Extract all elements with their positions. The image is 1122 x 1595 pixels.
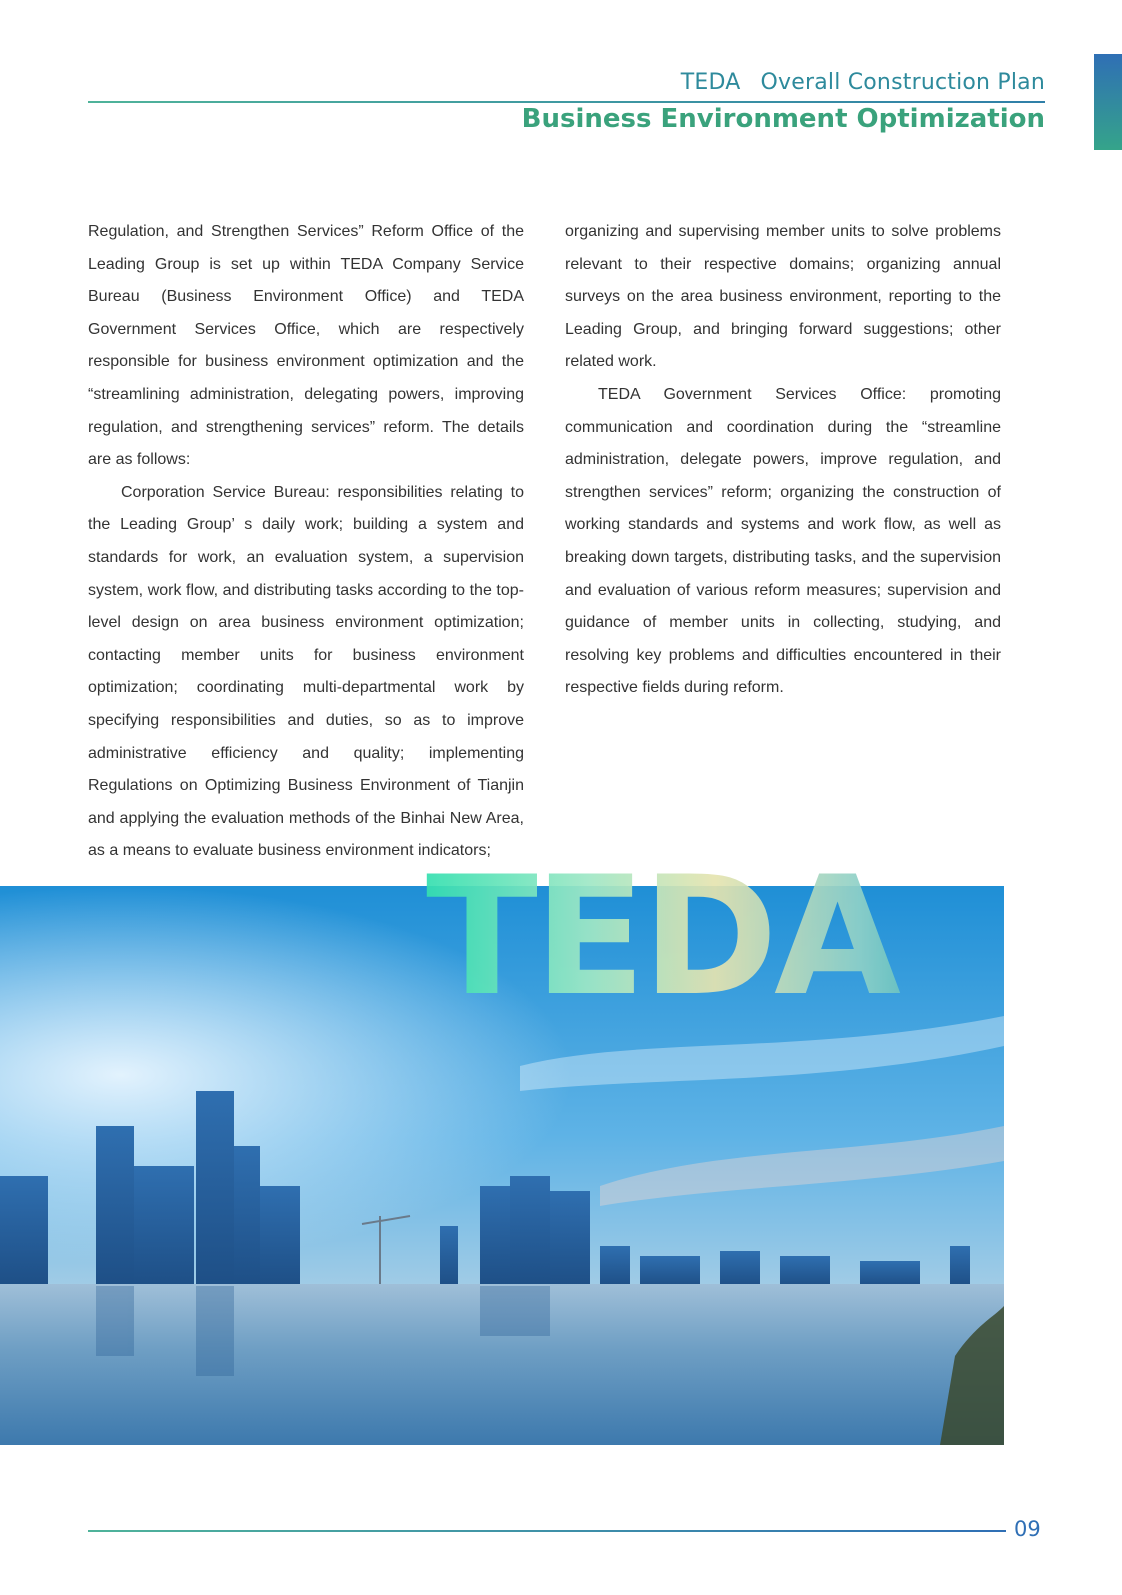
left-text-column — [88, 216, 524, 868]
left-paragraph-1: Regulation, and Strengthen Services” Reform Office of the Leading Group is set up within TEDA Company Service Bureau (Business Environment Office) and TEDA Government Services Office, which are respectively responsible for business environment optimization and the “streamlining administration, delegating powers, improving regulation, and strengthening services” reform. The details are as follows: — [88, 223, 524, 469]
left-paragraph-2: Corporation Service Bureau: responsibilities relating to the Leading Group’ s daily work; building a system and standards for work, an evaluation system, a supervision system, work flow, and distributing tasks according to the top-level design on area business environment optimization; contacting member units for business environment optimization; coordinating multi-departmental work by specifying responsibilities and duties, so as to improve administrative efficiency and quality; implementing Regulations on Optimizing Business Environment of Tianjin and applying the evaluation methods of the Binhai New Area, as a means to evaluate business environment indicators; — [88, 483, 524, 860]
header-divider — [88, 101, 1045, 103]
footer-divider — [88, 1530, 1006, 1532]
right-paragraph-1: organizing and supervising member units to solve problems relevant to their respective domains; organizing annual surveys on the area business environment, reporting to the Leading Group, and bringing forward suggestions; other related work. — [565, 223, 1001, 371]
right-paragraph-2: TEDA Government Services Office: promoting communication and coordination during the “streamline administration, delegate powers, improve regulation, and strengthen services” reform; organizing the construction of working standards and systems and work flow, as well as breaking down targets, distributing tasks, and the supervision and evaluation of various reform measures; supervision and guidance of member units in collecting, studying, and resolving key problems and difficulties encountered in their respective fields during reform. — [565, 385, 1001, 697]
side-tab-marker — [1094, 54, 1122, 150]
teda-overlay-wordmark — [426, 862, 1004, 1002]
right-text-column — [565, 216, 1001, 705]
page-number: 09 — [1014, 1517, 1041, 1541]
section-title: Business Environment Optimization — [521, 104, 1045, 134]
header-subtitle: Overall Construction Plan — [760, 70, 1045, 95]
header-brand: TEDA — [680, 70, 741, 95]
header-kicker — [681, 70, 1045, 95]
teda-overlay-text: TEDA — [426, 862, 1004, 1002]
